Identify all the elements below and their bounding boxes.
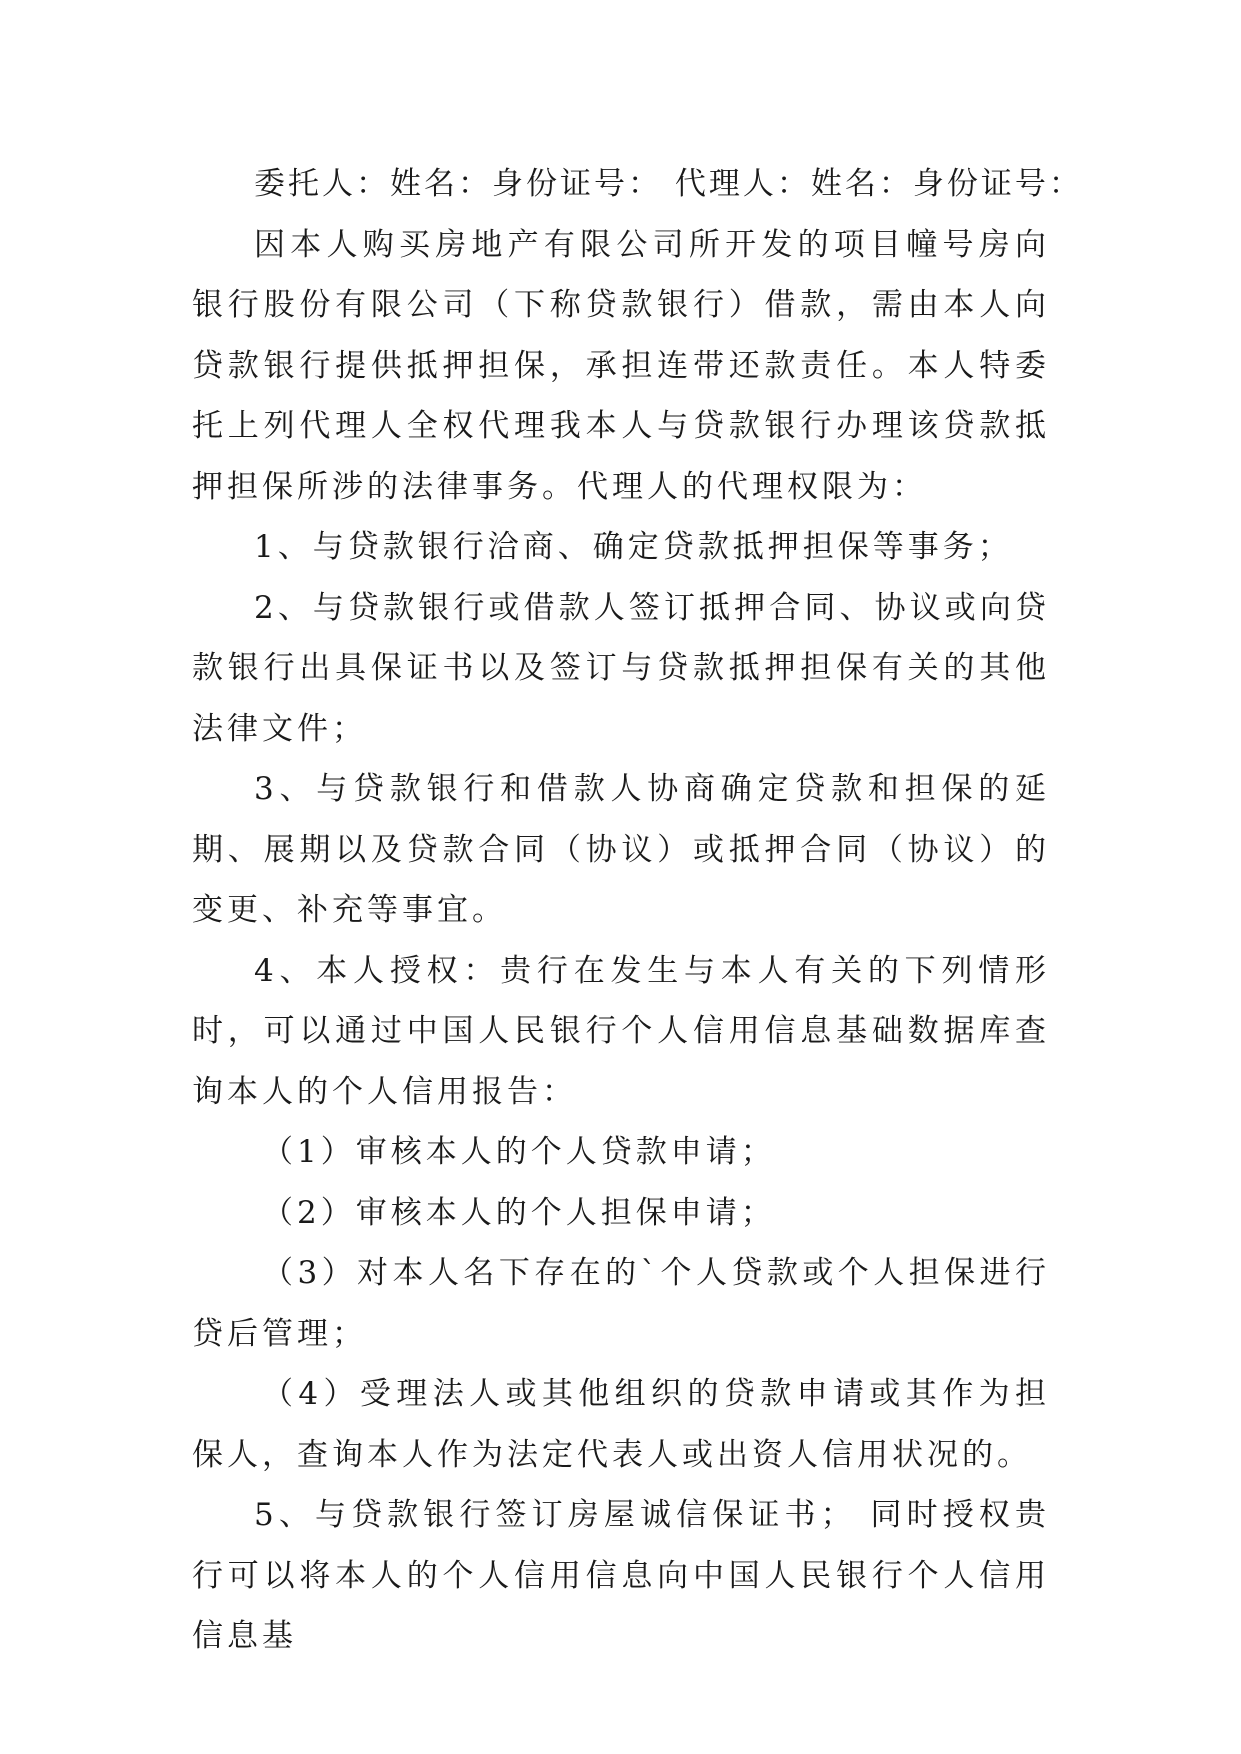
clause-2: 2、与贷款银行或借款人签订抵押合同、协议或向贷款银行出具保证书以及签订与贷款抵押担保有关的其他法律文件； — [192, 589, 1050, 747]
clause-5: 5、与贷款银行签订房屋诚信保证书； 同时授权贵行可以将本人的个人信用信息向中国人民银行个人信用信息基 — [192, 1497, 1050, 1654]
clause-4-item-1: （1）审核本人的个人贷款申请； — [262, 1134, 776, 1170]
intro-paragraph: 因本人购买房地产有限公司所开发的项目幢号房向银行股份有限公司（下称贷款银行）借款，需由本人向贷款银行提供抵押担保，承担连带还款责任。本人特委托上列代理人全权代理我本人与贷款银行办理该贷款抵押担保所涉的法律事务。代理人的代理权限为： — [192, 226, 1050, 505]
clause-1: 1、与贷款银行洽商、确定贷款抵押担保等事务； — [254, 529, 1013, 565]
clause-3: 3、与贷款银行和借款人协商确定贷款和担保的延期、展期以及贷款合同（协议）或抵押合同（协议）的变更、补充等事宜。 — [192, 771, 1050, 928]
clause-4-item-2: （2）审核本人的个人担保申请； — [262, 1194, 776, 1231]
parties-line: 委托人：姓名：身份证号： 代理人：姓名：身份证号： — [254, 166, 1083, 202]
clause-4-item-3: （3）对本人名下存在的`个人贷款或个人担保进行贷后管理； — [192, 1255, 1050, 1352]
document-body — [192, 154, 1083, 1667]
clause-4-item-4: （4）受理法人或其他组织的贷款申请或其作为担保人，查询本人作为法定代表人或出资人信用状况的。 — [192, 1376, 1050, 1473]
clause-4: 4、本人授权：贵行在发生与本人有关的下列情形时，可以通过中国人民银行个人信用信息基础数据库查询本人的个人信用报告： — [192, 952, 1050, 1110]
